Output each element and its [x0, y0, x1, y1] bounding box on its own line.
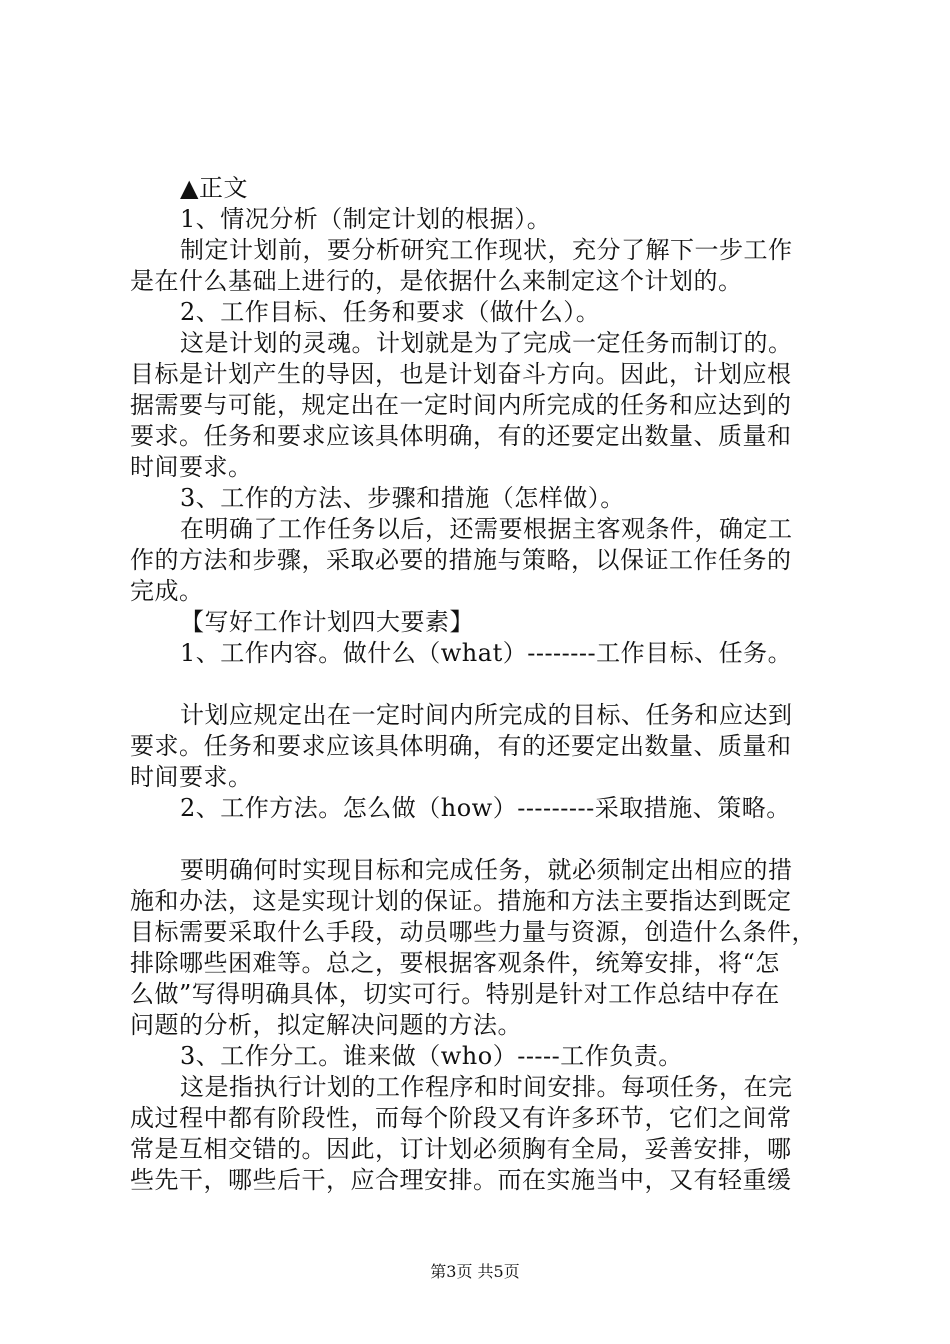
text-line: 是在什么基础上进行的，是依据什么来制定这个计划的。: [130, 267, 743, 295]
text-line: 目标是计划产生的导因，也是计划奋斗方向。因此，计划应根: [130, 360, 792, 388]
text-line: 3、工作分工。谁来做（who）-----工作负责。: [180, 1042, 683, 1070]
text-line: 这是计划的灵魂。计划就是为了完成一定任务而制订的。: [180, 329, 793, 357]
text-line: 么做”写得明确具体，切实可行。特别是针对工作总结中存在: [130, 980, 780, 1008]
text-line: 3、工作的方法、步骤和措施（怎样做）。: [180, 484, 625, 512]
text-line: 问题的分析，拟定解决问题的方法。: [130, 1011, 522, 1039]
text-line: 些先干，哪些后干，应合理安排。而在实施当中，又有轻重缓: [130, 1166, 792, 1194]
text-line: 2、工作目标、任务和要求（做什么）。: [180, 298, 601, 326]
paragraph: [130, 173, 830, 204]
paragraph: [130, 1072, 830, 1196]
paragraph: [130, 328, 830, 483]
text-line: 施和办法，这是实现计划的保证。措施和方法主要指达到既定: [130, 887, 792, 915]
document-body: [130, 173, 830, 1196]
text-line: 排除哪些困难等。总之，要根据客观条件，统筹安排，将“怎: [130, 949, 780, 977]
text-line: 制定计划前，要分析研究工作现状，充分了解下一步工作: [180, 236, 793, 264]
text-line: 据需要与可能，规定出在一定时间内所完成的任务和应达到的: [130, 391, 792, 419]
text-line: 2、工作方法。怎么做（how）---------采取措施、策略。: [180, 794, 791, 822]
text-line: 常是互相交错的。因此，订计划必须胸有全局，妥善安排，哪: [130, 1135, 792, 1163]
text-line: 作的方法和步骤，采取必要的措施与策略，以保证工作任务的: [130, 546, 792, 574]
paragraph: [130, 700, 830, 793]
text-line: ▲正文: [180, 174, 248, 202]
paragraph: [130, 235, 830, 297]
text-line: 时间要求。: [130, 453, 253, 481]
text-line: 要求。任务和要求应该具体明确，有的还要定出数量、质量和: [130, 732, 792, 760]
text-line: 完成。: [130, 577, 204, 605]
page-footer: [0, 1262, 950, 1282]
blank-line: [130, 824, 830, 855]
text-line: 【写好工作计划四大要素】: [180, 608, 474, 636]
text-line: 1、情况分析（制定计划的根据）。: [180, 205, 552, 233]
text-line: 计划应规定出在一定时间内所完成的目标、任务和应达到: [180, 701, 793, 729]
text-line: 时间要求。: [130, 763, 253, 791]
paragraph: [130, 514, 830, 607]
paragraph: [130, 793, 830, 824]
paragraph: [130, 1041, 830, 1072]
paragraph: [130, 855, 830, 1041]
paragraph: [130, 297, 830, 328]
text-line: 成过程中都有阶段性，而每个阶段又有许多环节，它们之间常: [130, 1104, 792, 1132]
paragraph: [130, 204, 830, 235]
text-line: 要明确何时实现目标和完成任务，就必须制定出相应的措: [180, 856, 793, 884]
text-line: 这是指执行计划的工作程序和时间安排。每项任务，在完: [180, 1073, 793, 1101]
text-line: 目标需要采取什么手段，动员哪些力量与资源，创造什么条件，: [130, 918, 816, 946]
text-line: 在明确了工作任务以后，还需要根据主客观条件，确定工: [180, 515, 793, 543]
paragraph: [130, 607, 830, 638]
paragraph: [130, 483, 830, 514]
blank-line: [130, 669, 830, 700]
text-line: 要求。任务和要求应该具体明确，有的还要定出数量、质量和: [130, 422, 792, 450]
paragraph: [130, 638, 830, 669]
text-line: 1、工作内容。做什么（what）--------工作目标、任务。: [180, 639, 793, 667]
page-number-label: 第3页 共5页: [430, 1262, 520, 1281]
